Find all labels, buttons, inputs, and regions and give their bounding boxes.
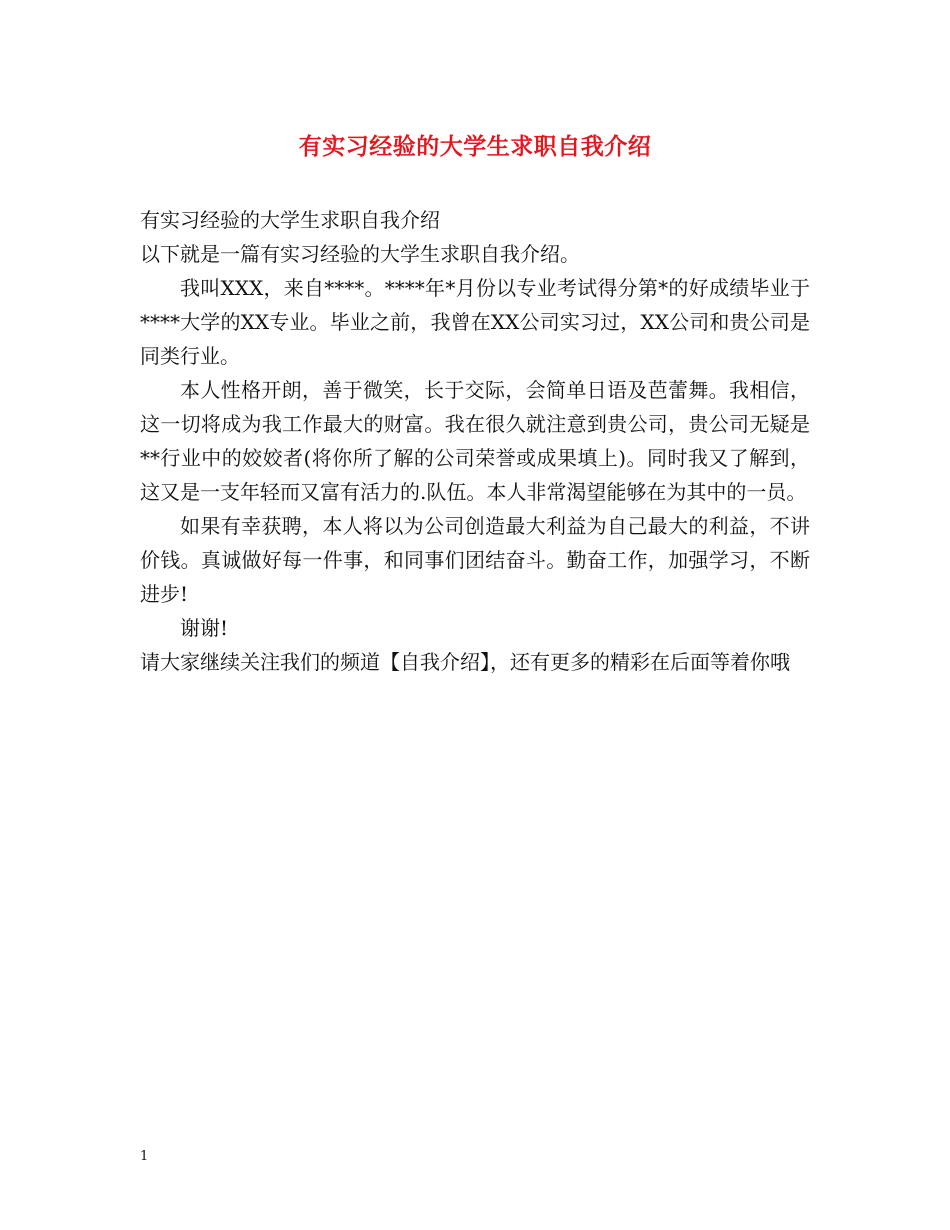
paragraph-background: 我叫XXX，来自****。****年*月份以专业考试得分第*的好成绩毕业于****大学的XX专业。毕业之前，我曾在XX公司实习过，XX公司和贵公司是同类行业。 (140, 276, 810, 368)
subtitle-line: 有实习经验的大学生求职自我介绍 (140, 208, 440, 232)
paragraph-commitment: 如果有幸获聘，本人将以为公司创造最大利益为自己最大的利益，不讲价钱。真诚做好每一件事，和同事们团结奋斗。勤奋工作，加强学习，不断进步! (140, 514, 810, 606)
page-number: 1 (140, 1149, 149, 1164)
document-title: 有实习经验的大学生求职自我介绍 (298, 133, 652, 160)
document-body (140, 203, 810, 679)
paragraph-thanks: 谢谢! (180, 616, 229, 640)
intro-line: 以下就是一篇有实习经验的大学生求职自我介绍。 (140, 242, 580, 266)
paragraph-personality: 本人性格开朗，善于微笑，长于交际，会简单日语及芭蕾舞。我相信，这一切将成为我工作最大的财富。我在很久就注意到贵公司，贵公司无疑是**行业中的姣姣者(将你所了解的公司荣誉或成果填上)。同时我又了解到，这又是一支年轻而又富有活力的.队伍。本人非常渴望能够在为其中的一员。 (140, 378, 810, 504)
closing-line: 请大家继续关注我们的频道【自我介绍】，还有更多的精彩在后面等着你哦 (140, 650, 790, 674)
